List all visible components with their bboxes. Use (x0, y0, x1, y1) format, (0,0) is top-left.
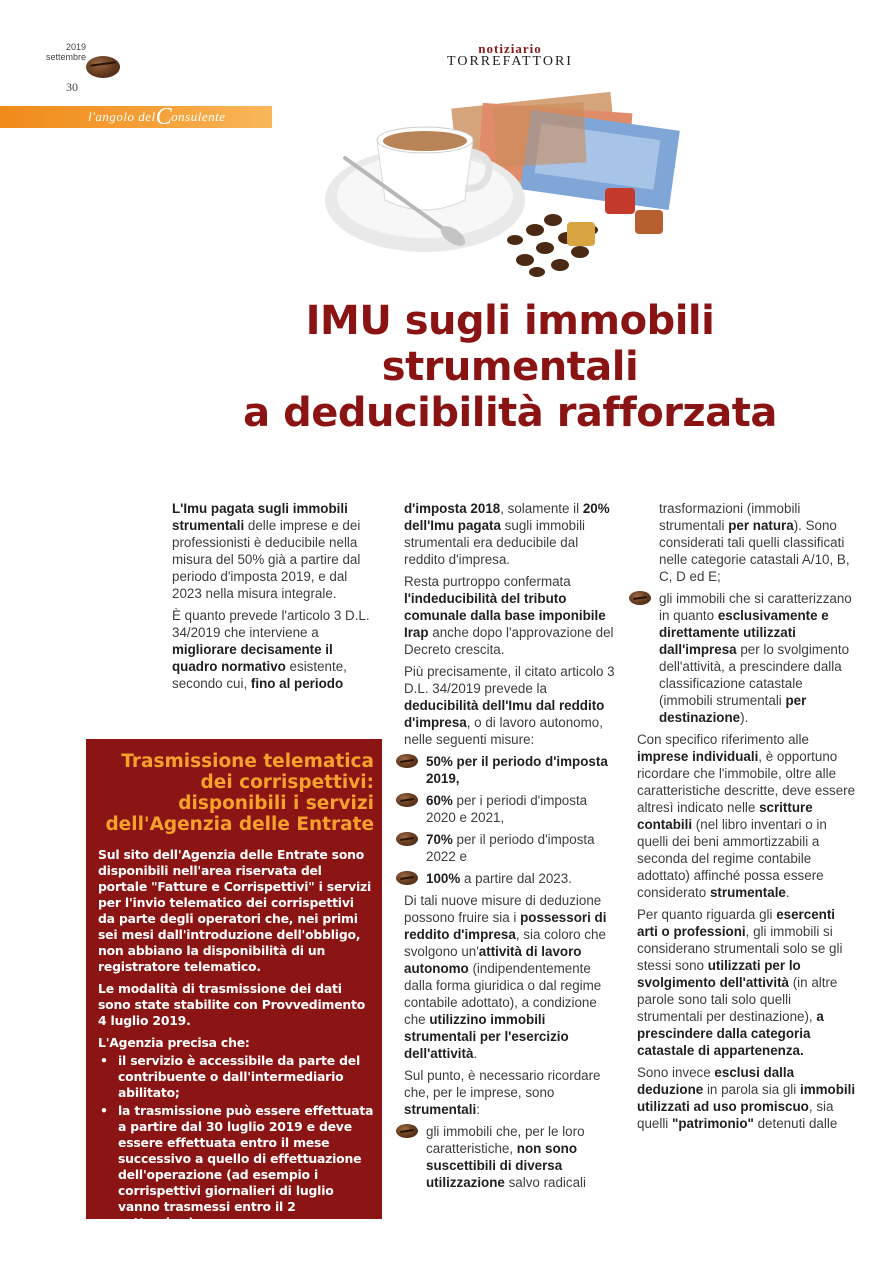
coffee-bean-icon (396, 754, 418, 768)
magazine-brand (440, 42, 580, 69)
paragraph: Più precisamente, il citato articolo 3 D.L. 34/2019 prevede la deducibilità dell'Imu dal reddito d'impresa, o di lavoro autonomo, nelle seguenti misure: (404, 664, 615, 747)
article-column-2 (404, 500, 619, 1196)
list-item-continued: trasformazioni (immobili strumentali per natura). Sono considerati tali quelli classificati nelle categorie catastali A/10, B, C, D ed E; (659, 501, 850, 584)
list-item: 60% per i periodi d'imposta 2020 e 2021, (404, 792, 619, 826)
paragraph: L'Imu pagata sugli immobili strumentali delle imprese e dei professionisti è deducibile nella misura del 50% già a partire dal periodo d'imposta 2019, e dal 2023 nella misura integrale. (172, 501, 361, 601)
paragraph: Sul punto, è necessario ricordare che, per le imprese, sono strumentali: (404, 1068, 601, 1117)
list-item: • la trasmissione può essere effettuata a partire dal 30 luglio 2019 e deve essere effettuata entro il mese successivo a quello di effettuazione dell'operazione (ad esempio i corrispettivi giornalieri di luglio vanno trasmessi entro il 2 settembre). (98, 1103, 374, 1231)
issue-month: settembre (45, 52, 86, 62)
coffee-bean-icon (396, 832, 418, 846)
paragraph: L'Agenzia precisa che: (98, 1035, 250, 1050)
article-title: IMU sugli immobili strumentali a deducibilità rafforzata (243, 298, 777, 436)
coffee-bean-icon (629, 591, 651, 605)
list-item: gli immobili che si caratterizzano in quanto esclusivamente e direttamente utilizzati dall'impresa per lo svolgimento dell'attività, a prescindere dalla classificazione catastale (immobili strumentali per destinazione). (637, 590, 857, 726)
coffee-bean-icon (396, 1124, 418, 1138)
paragraph: Sul sito dell'Agenzia delle Entrate sono disponibili nell'area riservata del portale "Fatture e Corrispettivi" i servizi per l'invio telematico dei corrispettivi da parte degli operatori che, nei primi sei mesi dall'introduzione dell'obbligo, non abbiano la disponibilità di un registratore telematico. (98, 847, 372, 974)
paragraph: Per quanto riguarda gli esercenti arti o professioni, gli immobili si considerano strumentali solo se gli stessi sono utilizzati per lo svolgimento dell'attività (in altre parole sono tali solo quelli strumentali per destinazione), a prescindere dalla categoria catastale di appartenenza. (637, 907, 843, 1058)
article-column-1 (172, 500, 377, 697)
paragraph: Con specifico riferimento alle imprese individuali, è opportuno ricordare che l'immobile, oltre alle caratteristiche descritte, deve essere altresì indicato nelle scritture contabili (nel libro inventari o in quelli dei beni ammortizzabili a seconda del regime contabile adottato) affinché possa essere considerato strumentale. (637, 732, 856, 900)
list-item: 100% a partire dal 2023. (404, 870, 619, 887)
paragraph: Di tali nuove misure di deduzione possono fruire sia i possessori di reddito d'impresa, sia coloro che svolgono un'attività di lavoro autonomo (indipendentemente dalla forma giuridica o dal regime contabile adottato), a condizione che utilizzino immobili strumentali per l'esercizio dell'attività. (404, 893, 607, 1061)
page-number: 30 (66, 80, 78, 94)
sidebar-body (98, 847, 374, 1233)
paragraph: Sono invece esclusi dalla deduzione in parola sia gli immobili utilizzati ad uso promiscuo, sia quelli "patrimonio" detenuti dalle (637, 1065, 856, 1131)
espresso-cup-image (305, 80, 700, 280)
list-item: gli immobili che, per le loro caratteristiche, non sono suscettibili di diversa utilizzazione salvo radicali (404, 1123, 619, 1191)
paragraph: È quanto prevede l'articolo 3 D.L. 34/2019 che interviene a migliorare decisamente il quadro normativo esistente, secondo cui, fino al periodo (172, 608, 370, 691)
paragraph: Le modalità di trasmissione dei dati sono state stabilite con Provvedimento 4 luglio 2019. (98, 981, 366, 1028)
list-item: 70% per il periodo d'imposta 2022 e (404, 831, 619, 865)
paragraph: d'imposta 2018, solamente il 20% dell'Imu pagata sugli immobili strumentali era deducibile dal reddito d'impresa. (404, 501, 610, 567)
sidebar-list (98, 1053, 374, 1231)
list-item: • il servizio è accessibile da parte del contribuente o dall'intermediario abilitato; (98, 1053, 374, 1101)
brand-bottom: TORREFATTORI (447, 54, 573, 69)
sidebar-title: Trasmissione telematica dei corrispettivi: disponibili i servizi dell'Agenzia delle Entrate (105, 751, 374, 835)
section-label: l'angolo delConsulente (88, 104, 226, 130)
coffee-bean-icon (396, 793, 418, 807)
issue-year: 2019 (65, 42, 86, 52)
brand-top: notiziario (478, 41, 542, 56)
list-item: 50% per il periodo d'imposta 2019, (404, 753, 619, 787)
paragraph: Resta purtroppo confermata l'indeducibilità del tributo comunale dalla base imponibile Irap anche dopo l'approvazione del Decreto crescita. (404, 574, 614, 657)
article-column-3 (637, 500, 857, 1137)
coffee-bean-icon (86, 56, 120, 78)
coffee-bean-icon (396, 871, 418, 885)
sidebar-box (86, 739, 382, 1230)
